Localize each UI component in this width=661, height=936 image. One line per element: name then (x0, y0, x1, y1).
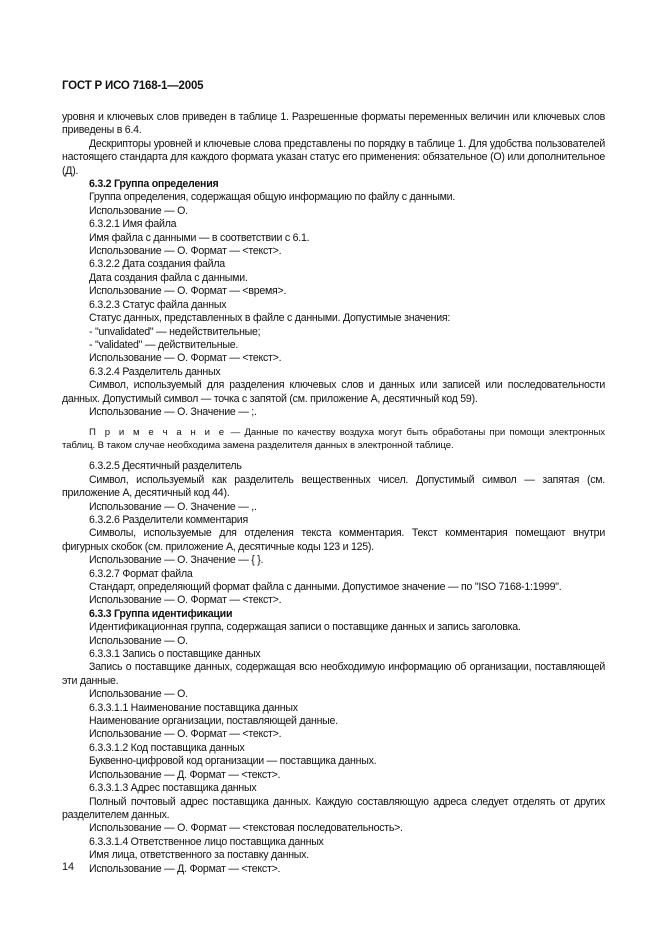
usage-line: Использование — О. Формат — <текст>. (89, 728, 282, 741)
section-heading-6-3-3: 6.3.3 Группа идентификации (89, 607, 233, 620)
paragraph: Полный почтовый адрес поставщика данных. Каждую составляющую адреса следует отделять от других разделителем данных. (62, 795, 605, 821)
usage-line: Использование — О. (89, 204, 188, 217)
usage-line: Использование — Д. Формат — <текст>. (89, 768, 281, 781)
note-label: П р и м е ч а н и е (89, 427, 227, 439)
subsection-heading: 6.3.3.1.4 Ответственное лицо поставщика данных (89, 835, 324, 848)
document-header: ГОСТ Р ИСО 7168-1—2005 (62, 80, 204, 92)
subsection-heading: 6.3.2.6 Разделители комментария (89, 513, 248, 526)
list-item: - "unvalidated" — недействительные; (89, 325, 261, 338)
subsection-heading: 6.3.3.1.1 Наименование поставщика данных (89, 701, 298, 714)
usage-line: Использование — О. Значение — { }. (89, 554, 264, 567)
page-number: 14 (62, 861, 75, 873)
paragraph: Идентификационная группа, содержащая записи о поставщике данных и запись заголовка. (89, 621, 521, 634)
paragraph: Буквенно-цифровой код организации — поставщика данных. (89, 755, 377, 768)
subsection-heading: 6.3.2.4 Разделитель данных (89, 365, 221, 378)
usage-line: Использование — О. Формат — <текст>. (89, 594, 282, 607)
section-heading-6-3-2: 6.3.2 Группа определения (89, 178, 219, 191)
paragraph: Символы, используемые для отделения текста комментария. Текст комментария помещают внутри фигурных скобок (см. приложение А, десятичные коды 123 и 125). (62, 527, 605, 553)
page-body (62, 111, 605, 876)
usage-line: Использование — О. Формат — <текст>. (89, 352, 282, 365)
subsection-heading: 6.3.2.5 Десятичный разделитель (89, 460, 242, 473)
subsection-heading: 6.3.3.1 Запись о поставщике данных (89, 648, 261, 661)
paragraph: Наименование организации, поставляющей данные. (89, 715, 338, 728)
subsection-heading: 6.3.2.2 Дата создания файла (89, 258, 225, 271)
usage-line: Использование — О. (89, 634, 188, 647)
subsection-heading: 6.3.2.7 Формат файла (89, 567, 193, 580)
usage-line: Использование — О. Значение — ;. (89, 405, 257, 418)
paragraph: Символ, используемый для разделения ключевых слов и данных или записей или последовательности данных. Допустимый символ — точка с запятой (см. приложение А, десятичный код 59). (62, 379, 605, 405)
paragraph: Имя лица, ответственного за поставку данных. (89, 849, 309, 862)
paragraph: Имя файла с данными — в соответствии с 6.1. (89, 231, 310, 244)
subsection-heading: 6.3.3.1.2 Код поставщика данных (89, 741, 245, 754)
paragraph: уровня и ключевых слов приведен в таблице 1. Разрешенные форматы переменных величин или ключевых слов приведены в 6.4. (62, 111, 605, 137)
usage-line: Использование — О. Формат — <текст>. (89, 245, 282, 258)
paragraph: Символ, используемый как разделитель вещественных чисел. Допустимый символ — запятая (см. приложение А, десятичный код 44). (62, 473, 605, 500)
paragraph: Дата создания файла с данными. (89, 271, 248, 284)
note (62, 426, 605, 452)
usage-line: Использование — О. Значение — ,. (89, 500, 257, 513)
subsection-heading: 6.3.2.1 Имя файла (89, 218, 177, 231)
paragraph: Стандарт, определяющий формат файла с данными. Допустимое значение — по "ISO 7168-1:1999". (89, 581, 562, 593)
paragraph: Группа определения, содержащая общую информацию по файлу с данными. (89, 191, 456, 204)
usage-line: Использование — О. Формат — <время>. (89, 285, 287, 298)
subsection-heading: 6.3.3.1.3 Адрес поставщика данных (89, 782, 257, 795)
paragraph: Дескрипторы уровней и ключевые слова представлены по порядку в таблице 1. Для удобства пользователей настоящего стандарта для каждого формата указан статус его применения: обязательное (О) или дополнительное (Д). (62, 137, 605, 177)
subsection-heading: 6.3.2.3 Статус файла данных (89, 298, 227, 311)
usage-line: Использование — О. (89, 688, 188, 701)
paragraph: Запись о поставщике данных, содержащая всю необходимую информацию об организации, поставляющей эти данные. (62, 661, 605, 687)
list-item: - "validated" — действительные. (89, 338, 239, 351)
usage-line: Использование — Д. Формат — <текст>. (89, 862, 281, 875)
note-text: — Данные по качеству воздуха могут быть обработаны при помощи электронных таблиц. В таком случае необходима замена разделителя данных в электронной таблице. (62, 427, 605, 452)
usage-line: Использование — О. Формат — <текстовая последовательность>. (89, 822, 403, 835)
paragraph: Статус данных, представленных в файле с данными. Допустимые значения: (89, 312, 451, 325)
